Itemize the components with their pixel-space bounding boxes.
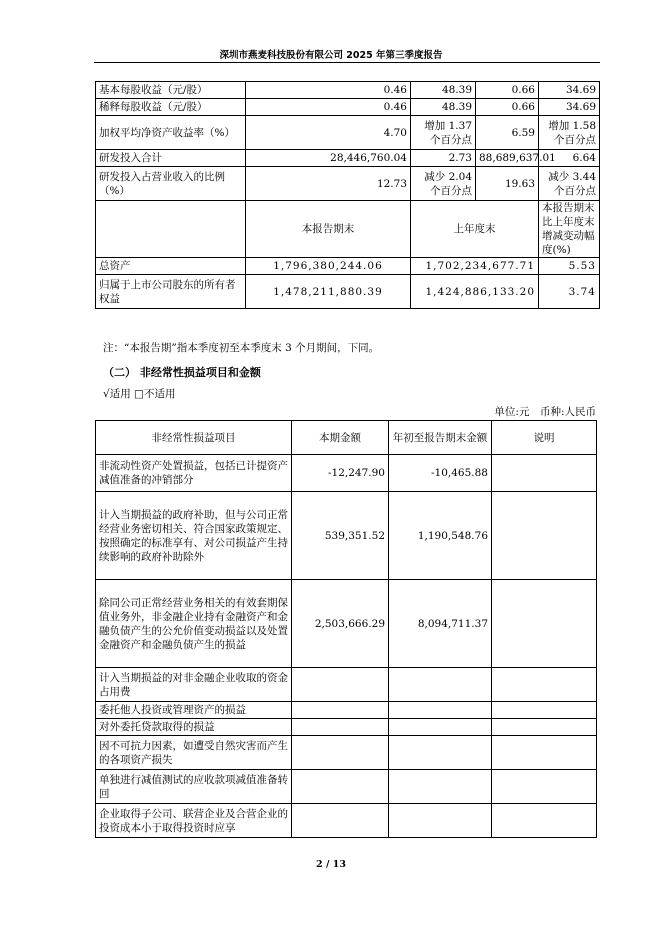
remark bbox=[492, 770, 597, 804]
cell-value: 34.69 bbox=[539, 99, 600, 116]
table-row bbox=[96, 736, 597, 770]
current-amount: 539,351.52 bbox=[292, 492, 389, 580]
cell-value: 0.66 bbox=[476, 99, 539, 116]
empty-cell bbox=[96, 201, 246, 258]
cell-value: 2.73 bbox=[411, 150, 476, 167]
cell-value: 0.46 bbox=[246, 99, 411, 116]
table-row bbox=[96, 580, 597, 668]
column-header: 非经常性损益项目 bbox=[96, 421, 292, 455]
table-row bbox=[96, 99, 600, 116]
ytd-amount bbox=[389, 736, 492, 770]
table-row bbox=[96, 82, 600, 99]
row-label: 基本每股收益（元/股） bbox=[96, 82, 246, 99]
table-subheader-row bbox=[96, 201, 600, 258]
cell-value: 12.73 bbox=[246, 167, 411, 201]
current-amount: -12,247.90 bbox=[292, 455, 389, 492]
item-label: 对外委托贷款取得的损益 bbox=[96, 719, 292, 736]
current-amount bbox=[292, 804, 389, 838]
remark bbox=[492, 804, 597, 838]
item-label: 计入当期损益的对非金融企业收取的资金占用费 bbox=[96, 668, 292, 702]
ytd-amount bbox=[389, 770, 492, 804]
column-header: 本期金额 bbox=[292, 421, 389, 455]
table-row bbox=[96, 258, 600, 275]
table-row bbox=[96, 492, 597, 580]
current-amount bbox=[292, 770, 389, 804]
ytd-amount: 1,190,548.76 bbox=[389, 492, 492, 580]
table-row bbox=[96, 116, 600, 150]
table-row bbox=[96, 770, 597, 804]
ytd-amount bbox=[389, 668, 492, 702]
remark bbox=[492, 668, 597, 702]
row-label: 归属于上市公司股东的所有者权益 bbox=[96, 275, 246, 309]
ytd-amount bbox=[389, 719, 492, 736]
row-label: 研发投入占营业收入的比例（%） bbox=[96, 167, 246, 201]
current-amount: 2,503,666.29 bbox=[292, 580, 389, 668]
ytd-amount: 8,094,711.37 bbox=[389, 580, 492, 668]
cell-value: 1,478,211,880.39 bbox=[246, 275, 411, 309]
column-header: 本报告期末 bbox=[246, 201, 411, 258]
item-label: 非流动性资产处置损益，包括已计提资产减值准备的冲销部分 bbox=[96, 455, 292, 492]
current-amount bbox=[292, 668, 389, 702]
table-row bbox=[96, 668, 597, 702]
key-financial-table bbox=[95, 81, 600, 309]
cell-value: 19.63 bbox=[476, 167, 539, 201]
cell-value: 48.39 bbox=[411, 82, 476, 99]
row-label: 稀释每股收益（元/股） bbox=[96, 99, 246, 116]
cell-value: 1,796,380,244.06 bbox=[246, 258, 411, 275]
item-label: 因不可抗力因素，如遭受自然灾害而产生的各项资产损失 bbox=[96, 736, 292, 770]
current-amount bbox=[292, 702, 389, 719]
cell-value: 减少 2.04 个百分点 bbox=[411, 167, 476, 201]
remark bbox=[492, 455, 597, 492]
table-header-row bbox=[96, 421, 597, 455]
column-header: 年初至报告期末金额 bbox=[389, 421, 492, 455]
item-label: 企业取得子公司、联营企业及合营企业的投资成本小于取得投资时应享 bbox=[96, 804, 292, 838]
table-row bbox=[96, 804, 597, 838]
section-title: （二） 非经常性损益项目和金额 bbox=[103, 366, 261, 379]
footnote: 注：“本报告期”指本季度初至本季度末 3 个月期间，下同。 bbox=[103, 342, 380, 354]
item-label: 单独进行减值测试的应收款项减值准备转回 bbox=[96, 770, 292, 804]
current-amount bbox=[292, 719, 389, 736]
cell-value: 6.64 bbox=[539, 150, 600, 167]
remark bbox=[492, 492, 597, 580]
table-row bbox=[96, 150, 600, 167]
ytd-amount: -10,465.88 bbox=[389, 455, 492, 492]
table-row bbox=[96, 719, 597, 736]
page-number: 2 / 13 bbox=[316, 859, 346, 870]
cell-value: 28,446,760.04 bbox=[246, 150, 411, 167]
cell-value: 6.59 bbox=[476, 116, 539, 150]
cell-value: 1,424,886,133.20 bbox=[411, 275, 539, 309]
item-label: 计入当期损益的政府补助，但与公司正常经营业务密切相关、符合国家政策规定、按照确定的标准享有、对公司损益产生持续影响的政府补助除外 bbox=[96, 492, 292, 580]
cell-value: 48.39 bbox=[411, 99, 476, 116]
table-row bbox=[96, 275, 600, 309]
cell-value: 增加 1.37 个百分点 bbox=[411, 116, 476, 150]
cell-value: 增加 1.58 个百分点 bbox=[539, 116, 600, 150]
ytd-amount bbox=[389, 804, 492, 838]
cell-value: 3.74 bbox=[539, 275, 600, 309]
current-amount bbox=[292, 736, 389, 770]
remark bbox=[492, 719, 597, 736]
table-row bbox=[96, 167, 600, 201]
item-label: 委托他人投资或管理资产的损益 bbox=[96, 702, 292, 719]
ytd-amount bbox=[389, 702, 492, 719]
cell-value: 减少 3.44 个百分点 bbox=[539, 167, 600, 201]
currency-unit: 单位:元 币种:人民币 bbox=[494, 406, 596, 418]
item-label: 除同公司正常经营业务相关的有效套期保值业务外，非金融企业持有金融资产和金融负债产生的公允价值变动损益以及处置金融资产和金融负债产生的损益 bbox=[96, 580, 292, 668]
row-label: 加权平均净资产收益率（%） bbox=[96, 116, 246, 150]
remark bbox=[492, 736, 597, 770]
remark bbox=[492, 580, 597, 668]
cell-value: 34.69 bbox=[539, 82, 600, 99]
cell-value: 0.46 bbox=[246, 82, 411, 99]
table-row bbox=[96, 455, 597, 492]
cell-value: 0.66 bbox=[476, 82, 539, 99]
header-divider bbox=[94, 62, 600, 63]
column-header: 本报告期末比上年度末增减变动幅度(%) bbox=[539, 201, 600, 258]
cell-value: 5.53 bbox=[539, 258, 600, 275]
table-row bbox=[96, 702, 597, 719]
column-header: 上年度末 bbox=[411, 201, 539, 258]
remark bbox=[492, 702, 597, 719]
report-header: 深圳市燕麦科技股份有限公司 2025 年第三季度报告 bbox=[219, 50, 443, 61]
row-label: 研发投入合计 bbox=[96, 150, 246, 167]
cell-value: 1,702,234,677.71 bbox=[411, 258, 539, 275]
applicability-options: √适用 □不适用 bbox=[103, 388, 176, 400]
column-header: 说明 bbox=[492, 421, 597, 455]
cell-value: 88,689,637.01 bbox=[476, 150, 539, 167]
row-label: 总资产 bbox=[96, 258, 246, 275]
non-recurring-items-table bbox=[95, 420, 597, 838]
cell-value: 4.70 bbox=[246, 116, 411, 150]
